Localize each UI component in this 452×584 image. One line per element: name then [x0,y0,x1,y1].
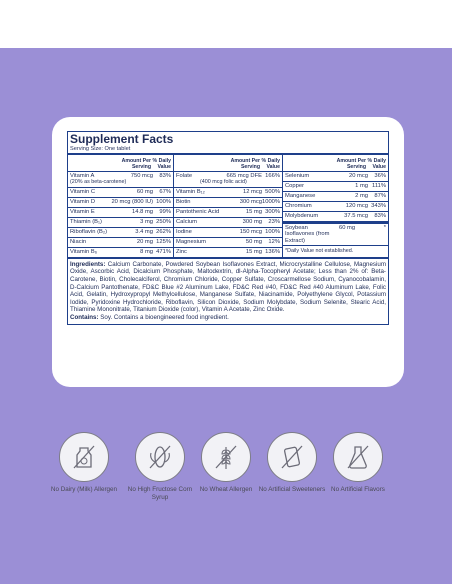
dv-header: % Daily Value [152,158,171,170]
nutrient-row: Molybdenum 37.5 mcg 83% [283,212,388,222]
nutrient-column-1 [68,155,174,257]
nutrient-row: Biotin 300 mcg 1000% [174,198,282,208]
nutrient-row: Magnesium 50 mg 12% [174,238,282,248]
isoflavones-row: Soybean Isoflavones (from Extract) 60 mg * [283,222,388,246]
nutrient-row: Vitamin B₁₂ 12 mcg 500% [174,188,282,198]
nutrient-row: Vitamin B₆ 8 mg 471% [70,248,171,255]
nutrient-row: Calcium 300 mg 23% [174,218,282,228]
column-header [283,155,388,172]
column-header [68,155,173,172]
dv-header: % Daily Value [367,158,386,170]
nutrient-column-2 [174,155,283,257]
ingredients-text [68,259,388,324]
no-sweeteners-icon [267,432,317,482]
serving-size: Serving Size: One tablet [68,146,388,155]
nutrient-columns [68,155,388,259]
ingredients-label: Ingredients: [70,260,106,268]
nutrient-row: Pantothenic Acid 15 mg 300% [174,208,282,218]
nutrient-row: Manganese 2 mg 87% [283,192,388,202]
amount-header: Amount Per Serving [230,158,260,170]
nutrient-row: Zinc 15 mg 136% [176,248,280,255]
badge-label: No Wheat Allergen [199,486,253,493]
nutrient-row: Folate 665 mcg DFE 166% (400 mcg folic acid) [174,172,282,188]
contains-text: Soy. Contains a bioengineered food ingredient. [100,313,229,321]
nutrient-row: Selenium 20 mcg 36% [283,172,388,182]
badge-no-dairy [44,432,124,494]
amount-header: Amount Per Serving [336,158,366,170]
badge-label: No Artificial Flavors [331,486,385,493]
badge-row [0,432,452,512]
nutrient-row: Copper 1 mg 111% [283,182,388,192]
footnote: *Daily Value not established. [285,248,354,255]
no-wheat-icon [201,432,251,482]
panel-title: Supplement Facts [70,132,174,146]
nutrient-row: Thiamin (B₁) 3 mg 250% [68,218,173,228]
amount-header: Amount Per Serving [121,158,151,170]
no-flavors-icon [333,432,383,482]
no-hfcs-icon [135,432,185,482]
ingredients-list: Calcium Carbonate, Powdered Soybean Isoflavones Extract, Microcrystalline Cellulose, Magnesium Oxide, Ascorbic Acid, Dicalcium Phosphate, Maltodextrin, dl-Alpha-Tocopheryl Acetate; Less than 2% of: Beta-Carotene, Biotin, Cholecalciferol, Chromium Chloride, Copper Sulfate, Croscarmellose Sodium, Cyanocobalamin, D-Calcium Pantothenate, FD&C Blue #2 Aluminum Lake, FD&C Red #40, FD&C Red #40 Aluminum Lake, Folic Acid, Gelatin, Hydroxypropyl Methylcellulose, Manganese Sulfate, Niacinamide, Polyethylene Glycol, Potassium Iodide, Pyridoxine Hydrochloride, Riboflavin, Silicon Dioxide, Sodium Molybdate, Sodium Selenite, Stearic Acid, Thiamine Mononitrate, Titanium Dioxide (color), Vitamin A Acetate, Zinc Oxide. [70,260,386,314]
no-dairy-icon [59,432,109,482]
nutrient-row: Vitamin C 60 mg 67% [68,188,173,198]
nutrient-row: Riboflavin (B₂) 3.4 mg 262% [68,228,173,238]
supplement-facts-panel [67,131,389,325]
badge-no-flavors [318,432,398,494]
nutrient-row: Vitamin E 14.8 mg 99% [68,208,173,218]
column-header [174,155,282,172]
badge-label: No Dairy (Milk) Allergen [50,486,118,493]
nutrient-row: Chromium 120 mcg 343% [283,202,388,212]
nutrient-row: Niacin 20 mg 125% [68,238,173,248]
nutrient-column-3 [283,155,388,257]
nutrient-row: Iodine 150 mcg 100% [174,228,282,238]
nutrient-row: Vitamin A 750 mcg 83% (20% as beta-carotene) [68,172,173,188]
badge-label: No High Fructose Corn Syrup [127,486,193,501]
dv-header: % Daily Value [261,158,280,170]
badge-label: No Artificial Sweeteners [258,486,326,493]
contains-label: Contains: [70,313,99,321]
nutrient-row: Vitamin D 20 mcg (800 IU) 100% [68,198,173,208]
